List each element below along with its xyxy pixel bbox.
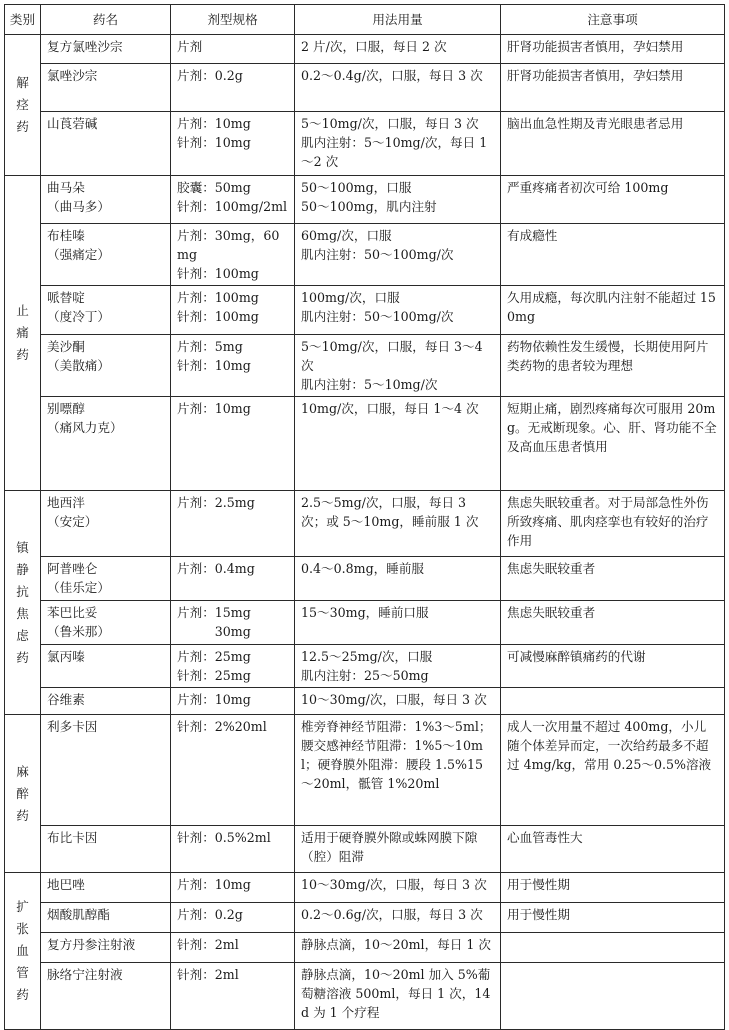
spec-cell: 片剂：30mg，60mg 针剂：100mg	[171, 224, 295, 286]
table-row	[5, 963, 725, 1030]
table-row	[5, 286, 725, 335]
drug-name-cell: 布比卡因	[41, 826, 171, 873]
table-row	[5, 64, 725, 112]
usage-cell: 10～30mg/次，口服，每日 3 次	[295, 688, 501, 715]
notes-cell: 肝肾功能损害者慎用，孕妇禁用	[501, 64, 725, 112]
spec-cell: 片剂：10mg 针剂：10mg	[171, 112, 295, 176]
drug-name-cell: 复方丹参注射液	[41, 933, 171, 963]
header-category: 类别	[5, 5, 41, 35]
spec-cell: 片剂：25mg 针剂：25mg	[171, 645, 295, 688]
usage-cell: 100mg/次，口服 肌内注射：50～100mg/次	[295, 286, 501, 335]
usage-cell: 静脉点滴，10～20ml，每日 1 次	[295, 933, 501, 963]
spec-cell: 片剂：0.4mg	[171, 557, 295, 601]
header-row	[5, 5, 725, 35]
usage-cell: 适用于硬脊膜外隙或蛛网膜下隙（腔）阻滞	[295, 826, 501, 873]
spec-cell: 针剂：2%20ml	[171, 715, 295, 826]
spec-cell: 片剂：0.2g	[171, 64, 295, 112]
notes-cell	[501, 933, 725, 963]
drug-name-cell: 山莨菪碱	[41, 112, 171, 176]
table-row	[5, 224, 725, 286]
spec-cell: 针剂：2ml	[171, 933, 295, 963]
spec-cell: 片剂：5mg 针剂：10mg	[171, 335, 295, 397]
usage-cell: 静脉点滴，10～20ml 加入 5%葡萄糖溶液 500ml，每日 1 次，14d 为 1 个疗程	[295, 963, 501, 1030]
notes-cell: 用于慢性期	[501, 903, 725, 933]
table-row	[5, 645, 725, 688]
category-cell: 解 痉 药	[5, 35, 41, 176]
drug-name-cell: 脉络宁注射液	[41, 963, 171, 1030]
spec-cell: 片剂：10mg	[171, 688, 295, 715]
spec-cell: 片剂：10mg	[171, 873, 295, 903]
table-row	[5, 335, 725, 397]
table-row	[5, 112, 725, 176]
header-notes: 注意事项	[501, 5, 725, 35]
usage-cell: 50～100mg，口服 50～100mg，肌内注射	[295, 176, 501, 224]
drug-name-cell: 阿普唑仑 （佳乐定）	[41, 557, 171, 601]
usage-cell: 2.5～5mg/次，口服，每日 3 次；或 5～10mg，睡前服 1 次	[295, 491, 501, 557]
drug-name-cell: 氯唑沙宗	[41, 64, 171, 112]
category-cell: 扩 张 血 管 药	[5, 873, 41, 1030]
table-body	[5, 35, 725, 1030]
drug-name-cell: 哌替啶 （度冷丁）	[41, 286, 171, 335]
notes-cell: 焦虑失眠较重者。对于局部急性外伤所致疼痛、肌肉痉挛也有较好的治疗作用	[501, 491, 725, 557]
notes-cell: 脑出血急性期及青光眼患者忌用	[501, 112, 725, 176]
drug-name-cell: 复方氯唑沙宗	[41, 35, 171, 64]
drug-name-cell: 曲马朵 （曲马多）	[41, 176, 171, 224]
usage-cell: 5～10mg/次，口服，每日 3 次 肌内注射：5～10mg/次，每日 1～2 次	[295, 112, 501, 176]
spec-cell: 片剂：0.2g	[171, 903, 295, 933]
usage-cell: 12.5～25mg/次，口服 肌内注射：25～50mg	[295, 645, 501, 688]
usage-cell: 0.2～0.4g/次，口服，每日 3 次	[295, 64, 501, 112]
usage-cell: 0.4～0.8mg，睡前服	[295, 557, 501, 601]
usage-cell: 0.2～0.6g/次，口服，每日 3 次	[295, 903, 501, 933]
notes-cell: 用于慢性期	[501, 873, 725, 903]
drug-name-cell: 美沙酮 （美散痛）	[41, 335, 171, 397]
table-row	[5, 176, 725, 224]
table-row	[5, 903, 725, 933]
category-cell: 麻 醉 药	[5, 715, 41, 873]
drug-name-cell: 谷维素	[41, 688, 171, 715]
drug-table	[4, 4, 725, 1030]
header-name: 药名	[41, 5, 171, 35]
notes-cell	[501, 688, 725, 715]
usage-cell: 10mg/次，口服，每日 1～4 次	[295, 397, 501, 491]
spec-cell: 片剂：2.5mg	[171, 491, 295, 557]
notes-cell: 焦虑失眠较重者	[501, 601, 725, 645]
notes-cell: 心血管毒性大	[501, 826, 725, 873]
usage-cell: 15～30mg，睡前口服	[295, 601, 501, 645]
notes-cell: 成人一次用量不超过 400mg，小儿随个体差异而定，一次给药最多不超过 4mg/kg，常用 0.25～0.5%溶液	[501, 715, 725, 826]
drug-name-cell: 氯丙嗪	[41, 645, 171, 688]
drug-name-cell: 别嘌醇 （痛风力克）	[41, 397, 171, 491]
drug-name-cell: 苯巴比妥 （鲁米那）	[41, 601, 171, 645]
header-spec: 剂型规格	[171, 5, 295, 35]
usage-cell: 60mg/次，口服 肌内注射：50～100mg/次	[295, 224, 501, 286]
notes-cell: 短期止痛，剧烈疼痛每次可服用 20mg。无戒断现象。心、肝、肾功能不全及高血压患者慎用	[501, 397, 725, 491]
usage-cell: 2 片/次，口服，每日 2 次	[295, 35, 501, 64]
drug-name-cell: 布桂嗪 （强痛定）	[41, 224, 171, 286]
notes-cell: 可减慢麻醉镇痛药的代谢	[501, 645, 725, 688]
drug-name-cell: 地西泮 （安定）	[41, 491, 171, 557]
table-row	[5, 601, 725, 645]
spec-cell: 片剂	[171, 35, 295, 64]
drug-name-cell: 利多卡因	[41, 715, 171, 826]
notes-cell: 有成瘾性	[501, 224, 725, 286]
table-row	[5, 557, 725, 601]
spec-cell: 片剂：10mg	[171, 397, 295, 491]
notes-cell: 焦虑失眠较重者	[501, 557, 725, 601]
spec-cell: 针剂：0.5%2ml	[171, 826, 295, 873]
table-row	[5, 933, 725, 963]
usage-cell: 椎旁脊神经节阻滞：1%3～5ml；腰交感神经节阻滞：1%5～10ml；硬脊膜外阻滞：腰段 1.5%15～20ml，骶管 1%20ml	[295, 715, 501, 826]
notes-cell: 严重疼痛者初次可给 100mg	[501, 176, 725, 224]
notes-cell	[501, 963, 725, 1030]
header-usage: 用法用量	[295, 5, 501, 35]
drug-name-cell: 地巴唑	[41, 873, 171, 903]
category-cell: 镇 静 抗 焦 虑 药	[5, 491, 41, 715]
category-cell: 止 痛 药	[5, 176, 41, 491]
usage-cell: 10～30mg/次，口服，每日 3 次	[295, 873, 501, 903]
notes-cell: 久用成瘾，每次肌内注射不能超过 150mg	[501, 286, 725, 335]
spec-cell: 片剂：15mg 30mg	[171, 601, 295, 645]
table-row	[5, 491, 725, 557]
drug-name-cell: 烟酸肌醇酯	[41, 903, 171, 933]
notes-cell: 肝肾功能损害者慎用，孕妇禁用	[501, 35, 725, 64]
spec-cell: 胶囊：50mg 针剂：100mg/2ml	[171, 176, 295, 224]
table-row	[5, 873, 725, 903]
spec-cell: 针剂：2ml	[171, 963, 295, 1030]
table-row	[5, 826, 725, 873]
table-row	[5, 688, 725, 715]
table-row	[5, 35, 725, 64]
usage-cell: 5～10mg/次，口服，每日 3～4 次 肌内注射：5～10mg/次	[295, 335, 501, 397]
table-row	[5, 715, 725, 826]
spec-cell: 片剂：100mg 针剂：100mg	[171, 286, 295, 335]
notes-cell: 药物依赖性发生缓慢，长期使用阿片类药物的患者较为理想	[501, 335, 725, 397]
table-row	[5, 397, 725, 491]
